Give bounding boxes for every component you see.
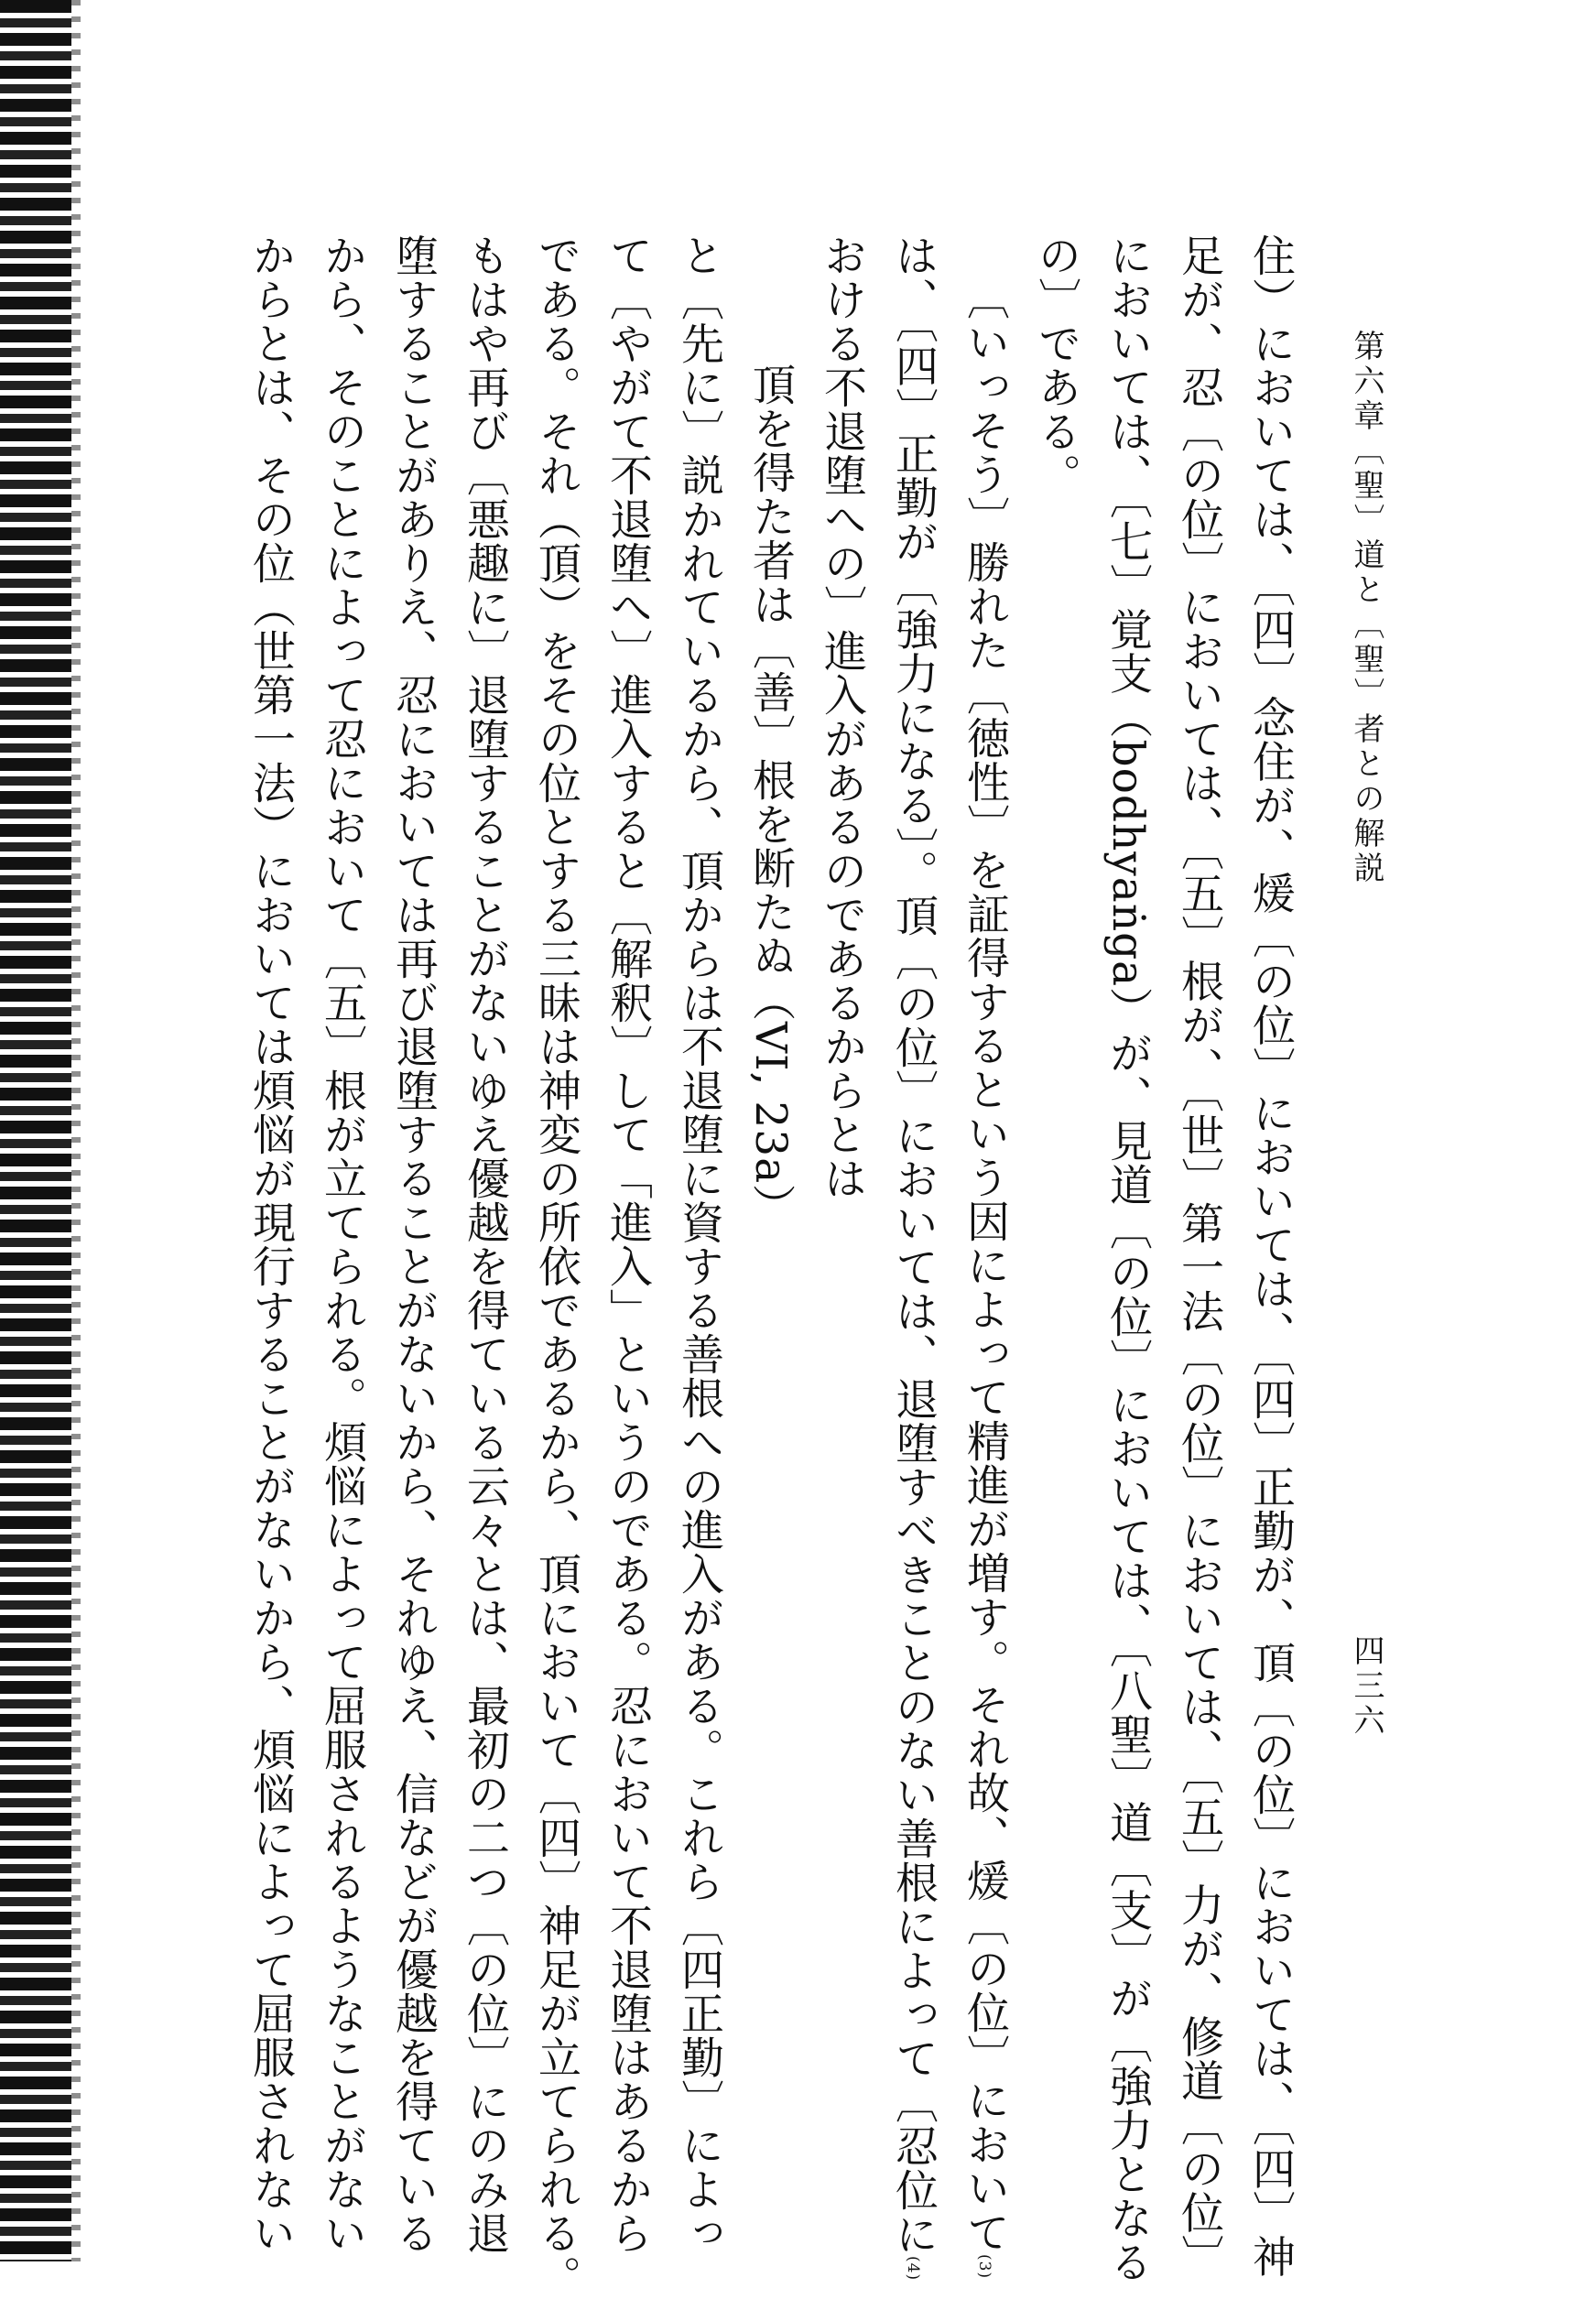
- text-column: からとは、その位（世第一法）においては煩悩が現行することがないから、煩悩によって屈服されない: [245, 233, 296, 2255]
- text-column: おける不退堕への〕進入があるのであるからとは: [817, 233, 867, 1200]
- text-column: 足が、忍〔の位〕においては、〔五〕根が、〔世〕第一法〔の位〕においては、〔五〕力が、修道〔の位〕: [1174, 233, 1224, 2279]
- running-head: 第六章〔聖〕道と〔聖〕者との解説: [1348, 330, 1384, 886]
- text-column: 堕することがありえ、忍においては再び退堕することがないから、それゆえ、信などが優越を得ている: [388, 233, 439, 2255]
- text-column: である。それ（頂）をその位とする三昧は神変の所依であるから、頂において〔四〕神足が立てられる。: [531, 233, 581, 2299]
- text-column-with-note-4: [877, 233, 949, 2282]
- binding-shadow: [71, 0, 81, 2261]
- page-number: 四三六: [1348, 1634, 1384, 1739]
- text-column: もはや再び〔悪趣に〕退堕することがないゆえ優越を得ている云々とは、最初の二つ〔の位〕にのみ退: [460, 233, 510, 2255]
- footnote-marker-3: (3): [975, 2254, 993, 2280]
- text-column: から、そのことによって忍において〔五〕根が立てられる。煩悩によって屈服されるようなことがない: [317, 233, 367, 2255]
- text-column: は、〔四〕正勤が〔強力になる〕。頂〔の位〕においては、退堕すべきことのない善根によって〔忍位に: [888, 233, 939, 2256]
- binding-edge: [0, 0, 71, 2261]
- text-column: の〕である。: [1031, 233, 1081, 497]
- text-column: においては、〔七〕覚支（bodhyaṅga）が、見道〔の位〕においては、〔八聖〕道〔支〕が〔強力となる: [1102, 233, 1153, 2284]
- quoted-verse: 頂を得た者は〔善〕根を断たぬ（VI, 23a）: [745, 363, 796, 1229]
- text-column: と〔先に〕説かれているから、頂からは不退堕に資する善根への進入がある。これら〔四正勤〕によっ: [674, 233, 724, 2255]
- text-column-with-note-3: [949, 233, 1020, 2280]
- text-column: て〔やがて不退堕へ〕進入すると〔解釈〕して「進入」というのである。忍において不退堕はあるから: [603, 233, 653, 2255]
- text-column: 〔いっそう〕勝れた〔徳性〕を証得するという因によって精進が増す。それ故、煖〔の位〕において: [960, 277, 1010, 2254]
- text-column: 住）においては、〔四〕念住が、煖〔の位〕においては、〔四〕正勤が、頂〔の位〕においては、〔四〕神: [1245, 233, 1296, 2279]
- body-text: [244, 233, 1306, 2299]
- footnote-marker-4: (4): [904, 2256, 922, 2282]
